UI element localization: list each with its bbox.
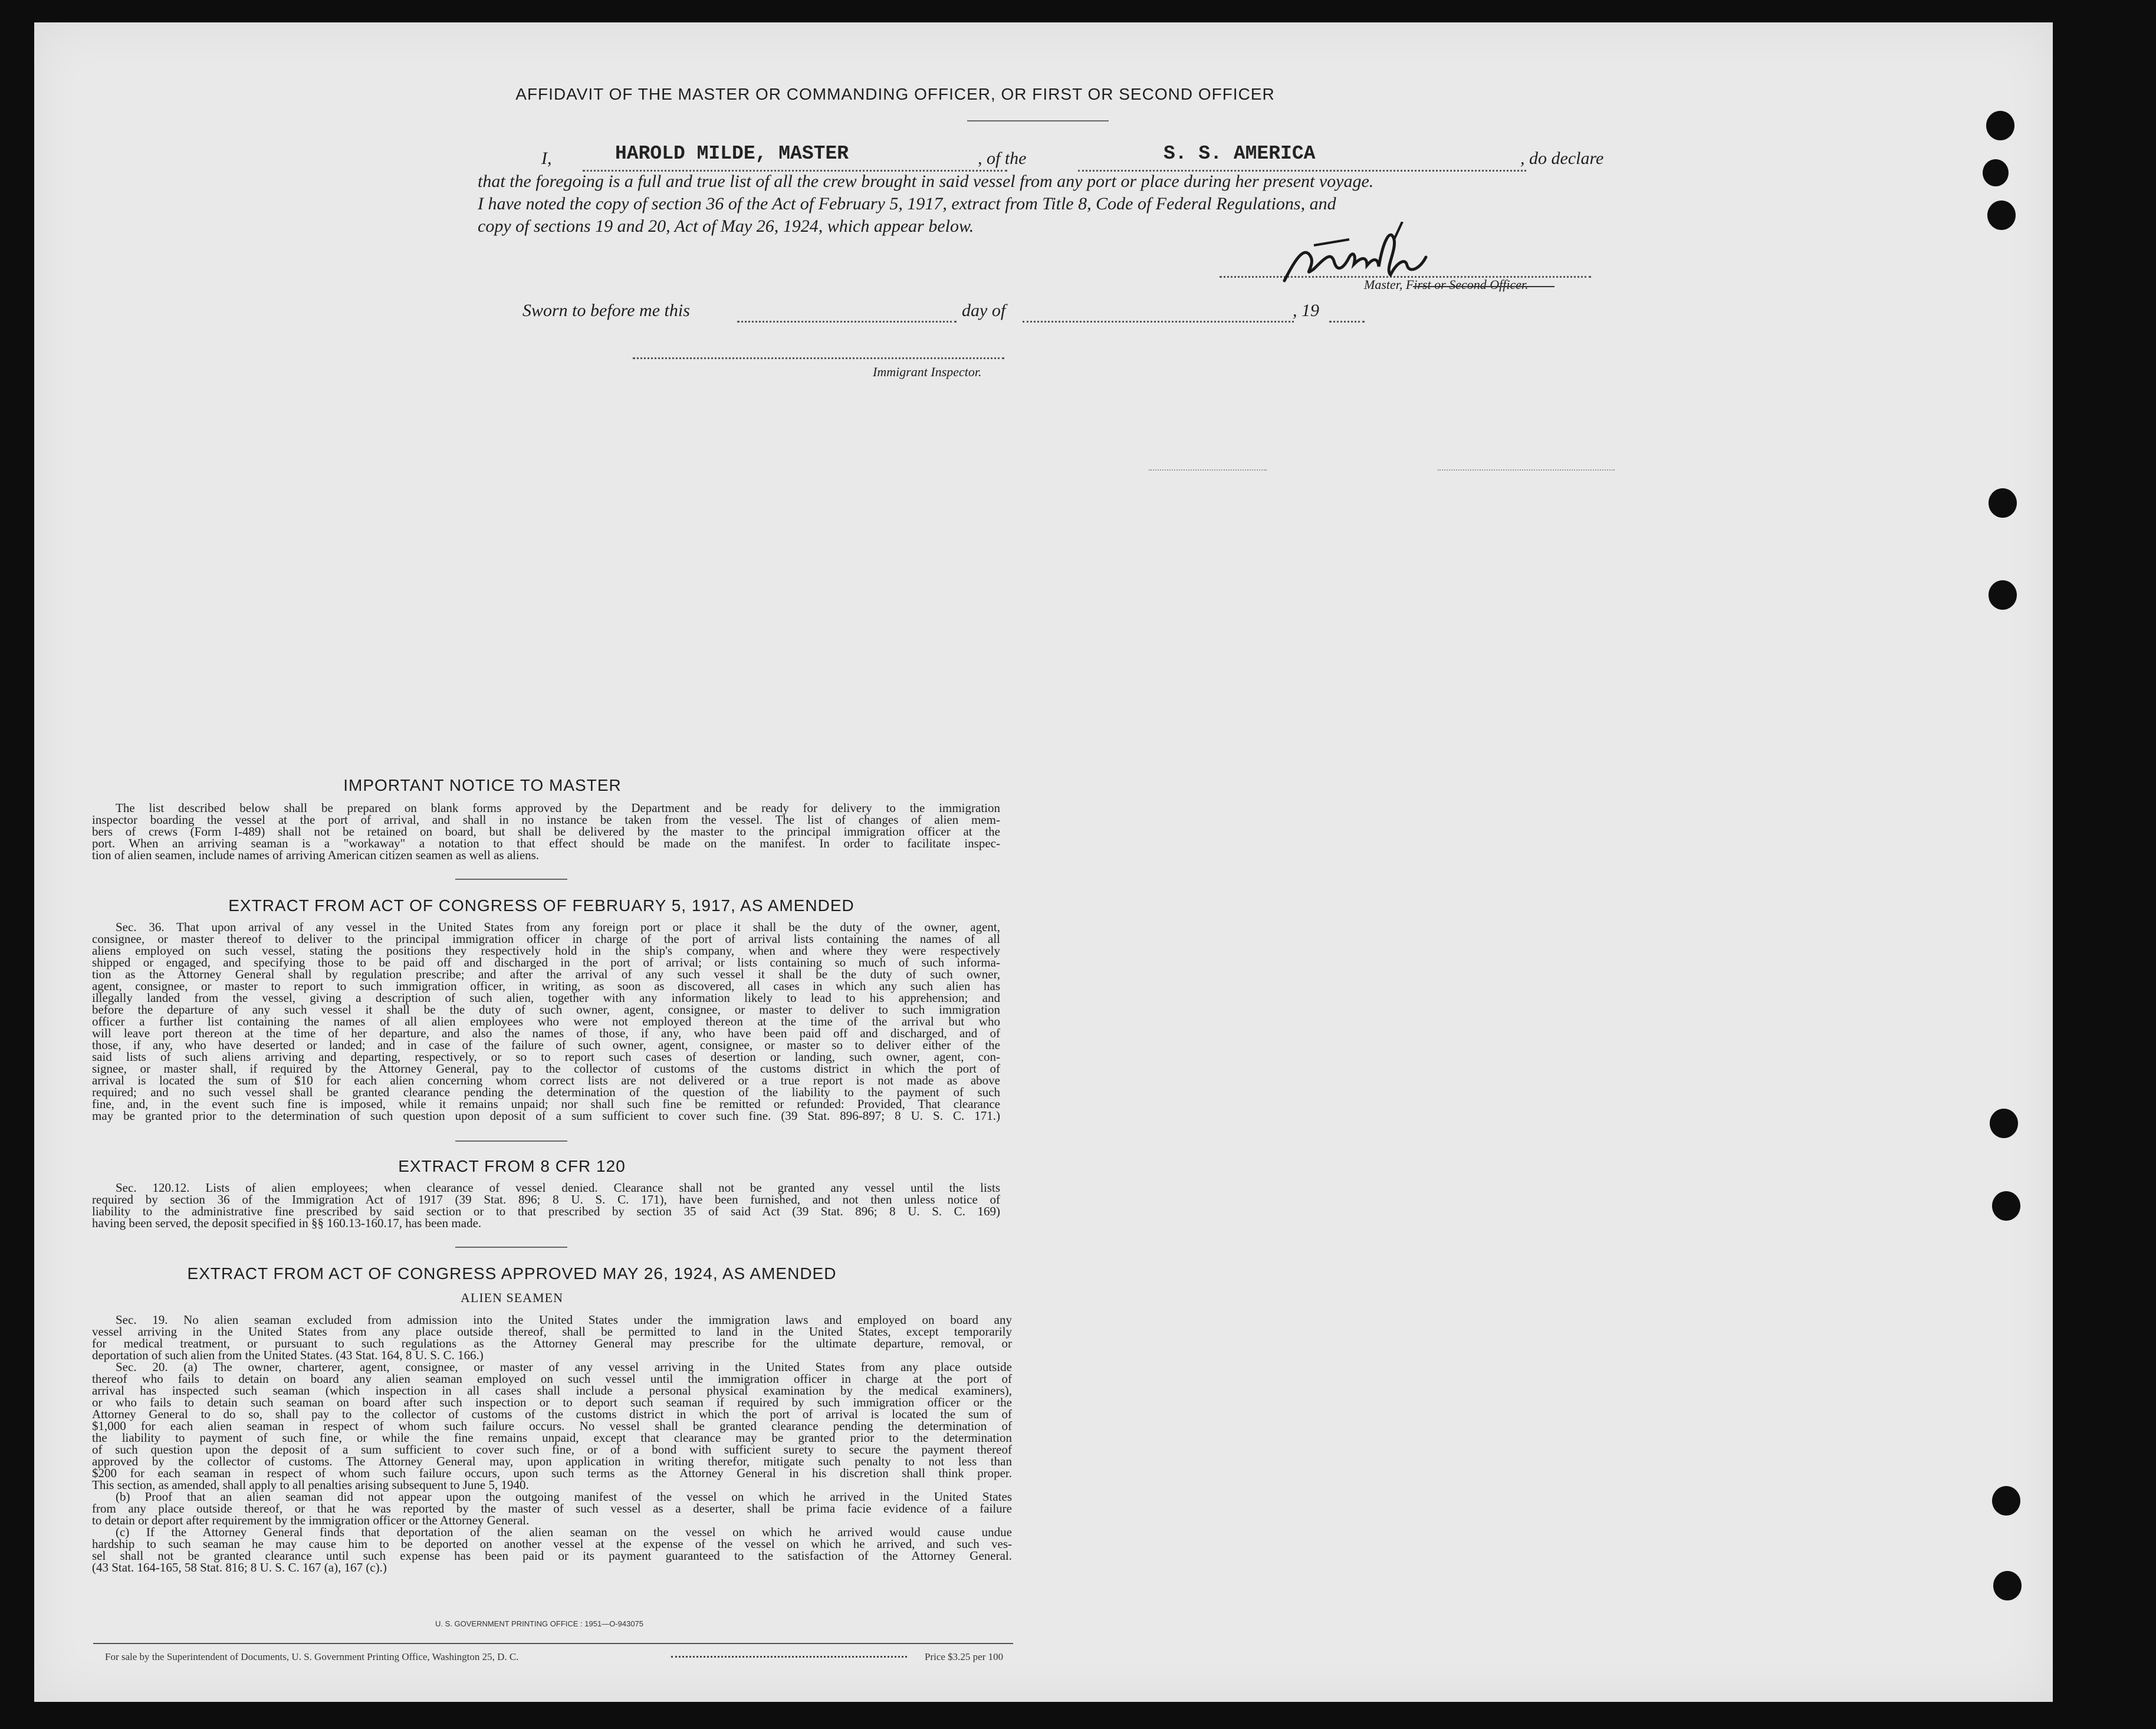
- affidavit-line-3: I have noted the copy of section 36 of the Act of February 5, 1917, extract from Title 8, Code of Federal Regulations, and: [478, 194, 1336, 213]
- affidavit-title: AFFIDAVIT OF THE MASTER OR COMMANDING OFFICER, OR FIRST OR SECOND OFFICER: [515, 85, 1275, 103]
- sworn-label: Sworn to before me this: [522, 301, 690, 320]
- sworn-day-line[interactable]: [737, 321, 957, 323]
- extract-line: for medical treatment, or pursuant to such regulations as the Attorney General may prescribe for the ultimate departure, removal, or: [92, 1336, 1012, 1350]
- notice-line: bers of crews (Form I-489) shall not be retained on board, but shall be delivered by the master to the principal immigration officer at the: [92, 824, 1000, 839]
- extract-line: (c) If the Attorney General finds that deportation of the alien seaman on the vessel on which he arrived would cause undue: [116, 1525, 1012, 1539]
- affidavit-line-4: copy of sections 19 and 20, Act of May 26, 1924, which appear below.: [478, 216, 974, 236]
- extract-line: before the departure of any such vessel it shall be the duty of such owner, agent, consignee, or master to deliver to such immigration: [92, 1002, 1000, 1017]
- extract-line: required; and no such vessel shall be granted clearance pending the determination of the question of the liability to the payment of such: [92, 1085, 1000, 1099]
- extract-line: required by section 36 of the Immigration Act of 1917 (39 Stat. 896; 8 U. S. C. 171), have been furnished, and not then unless notice of: [92, 1192, 1000, 1207]
- extract-line: Sec. 120.12. Lists of alien employees; when clearance of vessel denied. Clearance shall not be granted any vessel until the lists: [116, 1181, 1000, 1195]
- extract-line: tion as the Attorney General shall by regulation prescribe; and after the arrival of any such vessel it shall be the duty of such owner,: [92, 967, 1000, 981]
- extract-line: Sec. 20. (a) The owner, charterer, agent, consignee, or master of any vessel arriving in the United States from any place outside: [116, 1360, 1012, 1374]
- extract-cfr-body: [92, 1182, 1000, 1229]
- extract-line: This section, as amended, shall apply to all penalties arising subsequent to June 5, 1940.: [92, 1478, 529, 1492]
- do-declare-label: , do declare: [1520, 149, 1604, 168]
- extract-line: Sec. 19. No alien seaman excluded from admission into the United States under the immigration laws and employed on board any: [116, 1313, 1012, 1327]
- sworn-year-line[interactable]: [1329, 321, 1365, 323]
- punch-hole-icon: [1992, 1486, 2020, 1516]
- notice-title: IMPORTANT NOTICE TO MASTER: [343, 776, 622, 794]
- extract-line: agent, consignee, or master to report to such immigration officer, in writing, as soon as discovered, all cases in which any such alien has: [92, 979, 1000, 993]
- extract-line: thereof who fails to detain on board any alien seaman employed on such vessel until the immigration officer in charge at the port of: [92, 1372, 1012, 1386]
- punch-hole-icon: [1983, 159, 2009, 186]
- footer-dot-leader: [671, 1656, 907, 1658]
- divider: [967, 120, 1109, 121]
- punch-hole-icon: [1989, 580, 2017, 610]
- extract-line: of such question upon the deposit of a sum sufficient to cover such fine, or of a bond with sufficient surety to secure the payment thereof: [92, 1442, 1012, 1457]
- extract-line: aliens employed on such vessel, stating the positions they respectively hold in the ship's company, when and where they were respectively: [92, 944, 1000, 958]
- extract-line: officer a further list containing the names of all alien employees who were not employed thereon at the time of the arrival but who: [92, 1014, 1000, 1028]
- punch-hole-icon: [1993, 1571, 2022, 1600]
- strikeout-mark: [1413, 286, 1554, 287]
- extract-line: having been served, the deposit specified in §§ 160.13-160.17, has been made.: [92, 1216, 482, 1230]
- extract-line: fine, and, in the event such fine is imposed, while it remains unpaid; nor shall such fine be remitted or refunded: Provided, That clearance: [92, 1097, 1000, 1111]
- extract-line: illegally landed from the vessel, giving a description of such alien, together with any information likely to lead to his apprehension; and: [92, 991, 1000, 1005]
- extract-1917-body: [92, 921, 1000, 1122]
- divider: [455, 1247, 567, 1248]
- extract-line: (43 Stat. 164-165, 58 Stat. 816; 8 U. S. C. 167 (a), 167 (c).): [92, 1560, 387, 1574]
- inspector-label: Immigrant Inspector.: [873, 364, 982, 379]
- extract-line: from any place outside thereof, or that he was reported by the master of such vessel as a deserter, shall be prima facie evidence of a failure: [92, 1501, 1012, 1516]
- extract-line: $1,000 for each alien seaman in respect of whom such failure occurs. No vessel shall be granted clearance pending the determination of: [92, 1419, 1012, 1433]
- extract-1924-body: [92, 1314, 1012, 1573]
- extract-line: Sec. 36. That upon arrival of any vessel in the United States from any foreign port or place it shall be the duty of the owner, agent,: [116, 920, 1000, 934]
- extract-line: vessel arriving in the United States from any place outside thereof, shall be permitted to land in the United States, except temporarily: [92, 1324, 1012, 1339]
- punch-hole-icon: [1987, 200, 2016, 230]
- notice-line: inspector boarding the vessel at the port of arrival, and shall in no instance be taken from the vessel. The list of changes of alien mem-: [92, 813, 1000, 827]
- master-name-field[interactable]: HAROLD MILDE, MASTER: [615, 143, 849, 165]
- extract-line: those, if any, who have deserted or landed; and in case of the failure of such owner, agent, consignee, or master so to deliver either of the: [92, 1038, 1000, 1052]
- extract-line: consignee, or master thereof to deliver to the principal immigration officer in charge of the port of arrival lists containing the names of all: [92, 932, 1000, 946]
- extract-line: to detain or deport after requirement by the immigration officer or the Attorney General.: [92, 1513, 530, 1527]
- extract-1924-subtitle: ALIEN SEAMEN: [461, 1290, 563, 1305]
- extract-line: (b) Proof that an alien seaman did not appear upon the outgoing manifest of the vessel on which he arrived in the United States: [116, 1490, 1012, 1504]
- punch-hole-icon: [1992, 1191, 2020, 1221]
- extract-line: hardship to such seaman he may cause him to be deported on another vessel at the expense of the vessel on which he arrived, and such ves-: [92, 1537, 1012, 1551]
- stray-mark: [1438, 469, 1615, 471]
- of-the-label: , of the: [978, 149, 1027, 168]
- affidavit-i-label: I,: [541, 149, 552, 168]
- extract-1917-title: EXTRACT FROM ACT OF CONGRESS OF FEBRUARY 5, 1917, AS AMENDED: [228, 896, 854, 915]
- footer-rule: [93, 1643, 1013, 1644]
- price-notice: Price $3.25 per 100: [925, 1651, 1004, 1662]
- gpo-imprint: U. S. GOVERNMENT PRINTING OFFICE : 1951—O-943075: [435, 1619, 644, 1628]
- extract-line: approved by the collector of customs. The Attorney General may, upon application in writing therefor, mitigate such penalty to not less than: [92, 1454, 1012, 1468]
- vessel-name-field[interactable]: S. S. AMERICA: [1164, 143, 1316, 165]
- extract-line: the liability to payment of such fine, or while the fine remains unpaid, except that clearance may be granted prior to the determination: [92, 1431, 1012, 1445]
- extract-cfr-title: EXTRACT FROM 8 CFR 120: [398, 1157, 626, 1175]
- document-sheet: [34, 22, 2053, 1702]
- inspector-signature-line[interactable]: [633, 357, 1004, 359]
- day-of-label: day of: [962, 301, 1006, 320]
- extract-line: $200 for each seaman in respect of whom such failure occurs, upon such terms as the Attorney General in his discretion shall think proper.: [92, 1466, 1012, 1480]
- signature-role-label: Master, First or Second Officer.: [1364, 277, 1529, 292]
- notice-line: The list described below shall be prepared on blank forms approved by the Department and be ready for delivery to the immigration: [116, 801, 1000, 815]
- punch-hole-icon: [1990, 1109, 2018, 1138]
- extract-line: sel shall not be granted clearance until such expense has been paid or its payment guaranteed to the satisfaction of the Attorney General.: [92, 1549, 1012, 1563]
- extract-line: signee, or master shall, if required by the Attorney General, pay to the collector of customs of the customs district in which the port of: [92, 1061, 1000, 1076]
- notice-line: port. When an arriving seaman is a "workaway" a notation to that effect should be made on the manifest. In order to facilitate inspec-: [92, 836, 1000, 850]
- extract-line: arrival is located the sum of $10 for each alien concerning whom correct lists are not delivered or a true report is not made as above: [92, 1073, 1000, 1087]
- extract-line: arrival has inspected such seaman (which inspection in all cases shall include a personal physical examination by the medical examiners),: [92, 1383, 1012, 1398]
- notice-body: [92, 802, 1000, 861]
- stray-mark: [1149, 469, 1267, 471]
- divider: [455, 1140, 567, 1142]
- extract-line: liability to the administrative fine prescribed by said section or to that prescribed by section 35 of said Act (39 Stat. 896; 8 U. S. C. 169): [92, 1204, 1000, 1218]
- sworn-month-line[interactable]: [1023, 321, 1294, 323]
- extract-line: Attorney General to do so, shall pay to the collector of customs of the customs district in which the port of arrival is located the sum of: [92, 1407, 1012, 1421]
- extract-line: or who fails to detain such seaman on board after such inspection or to deport such seaman if required by such immigration officer or the: [92, 1395, 1012, 1409]
- year-label: , 19: [1293, 301, 1319, 320]
- extract-line: said lists of such aliens arriving and departing, respectively, or so to report such cases of desertion or landing, such owner, agent, con-: [92, 1050, 1000, 1064]
- affidavit-line-2: that the foregoing is a full and true list of all the crew brought in said vessel from any port or place during her present voyage.: [478, 172, 1374, 191]
- sale-notice: For sale by the Superintendent of Documents, U. S. Government Printing Office, Washington 25, D. C.: [105, 1651, 519, 1662]
- punch-hole-icon: [1989, 488, 2017, 518]
- extract-line: will leave port thereon at the time of her departure, and also the names of those, if any, who have been paid off and discharged, and of: [92, 1026, 1000, 1040]
- extract-line: shipped or engaged, and specifying those to be paid off and discharged in the port of arrival; or lists containing so much of such informa-: [92, 955, 1000, 969]
- notice-line: tion of alien seamen, include names of arriving American citizen seamen as well as aliens.: [92, 848, 540, 862]
- punch-hole-icon: [1986, 111, 2014, 140]
- extract-line: deportation of such alien from the United States. (43 Stat. 164, 8 U. S. C. 166.): [92, 1348, 484, 1362]
- extract-line: may be granted prior to the determination of such question upon deposit of a sum sufficient to cover such fine. (39 Stat. 896-897; 8 U. S. C. 171.): [92, 1109, 1000, 1123]
- extract-1924-title: EXTRACT FROM ACT OF CONGRESS APPROVED MAY 26, 1924, AS AMENDED: [187, 1264, 837, 1283]
- divider: [455, 879, 567, 880]
